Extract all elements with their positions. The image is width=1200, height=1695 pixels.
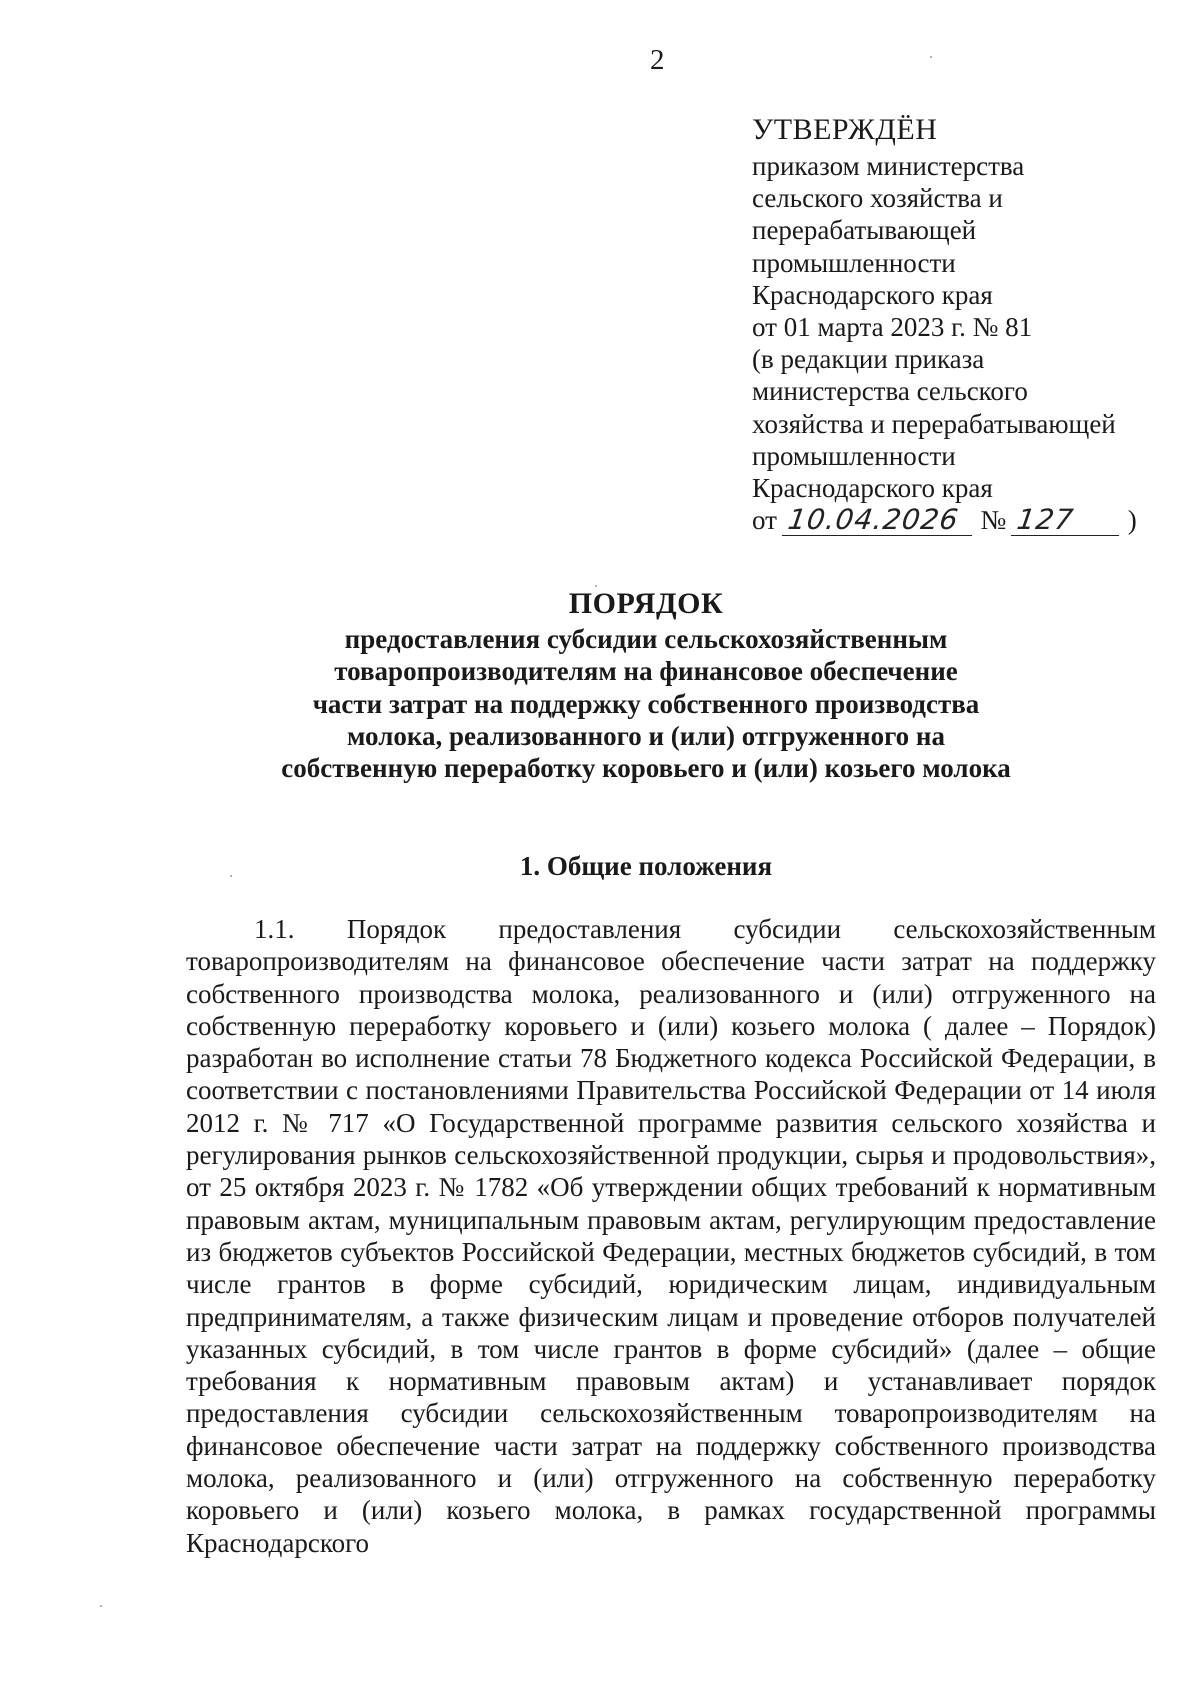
signature-prefix: от <box>752 505 777 536</box>
document-subtitle-line: собственную переработку коровьего и (или) козьего молока <box>281 753 1011 784</box>
closing-parenthesis: ) <box>1127 505 1137 536</box>
approval-line: перерабатывающей <box>752 215 977 246</box>
number-sign: № <box>980 505 1007 536</box>
approval-line: сельского хозяйства и <box>752 183 1003 214</box>
approval-line: Краснодарского края <box>752 473 993 504</box>
document-title-block <box>0 585 1200 784</box>
scan-speck <box>930 56 932 58</box>
scan-speck <box>595 585 597 587</box>
approval-line: от 01 марта 2023 г. № 81 <box>752 312 1033 343</box>
approval-line: промышленности <box>752 440 956 471</box>
scan-speck <box>230 875 232 877</box>
handwritten-number: 127 <box>1011 506 1123 536</box>
document-subtitle-line: предоставления субсидии сельскохозяйственным <box>344 624 948 654</box>
approval-line: промышленности <box>752 247 956 278</box>
page-number: 2 <box>650 44 665 76</box>
document-subtitle-line: части затрат на поддержку собственного производства <box>312 688 980 719</box>
paragraph-1-1: 1.1. Порядок предоставления субсидии сельскохозяйственным товаропроизводителям на финансовое обеспечение части затрат на поддержку собственного производства молока, реализованного и (или) отгруженного на собственную переработку коровьего и (или) козьего молока ( далее – Порядок) разработан во исполнение статьи 78 Бюджетного кодекса Российской Федерации, в соответствии с постановлениями Правительства Российской Федерации от 14 июля 2012 г. № 717 «О Государственной программе развития сельского хозяйства и регулирования рынков сельскохозяйственной продукции, сырья и продовольствия», от 25 октября 2023 г. № 1782 «Об утверждении общих требований к нормативным правовым актам, муниципальным правовым актам, регулирующим предоставление из бюджетов субъектов Российской Федерации, местных бюджетов субсидий, в том числе грантов в форме субсидий, юридическим лицам, индивидуальным предпринимателям, а также физическим лицам и проведение отборов получателей указанных субсидий, в том числе грантов в форме субсидий» (далее – общие требования к нормативным правовым актам) и устанавливает порядок предоставления субсидии сельскохозяйственным товаропроизводителям на финансовое обеспечение части затрат на поддержку собственного производства молока, реализованного и (или) отгруженного на собственную переработку коровьего и (или) козьего молока, в рамках государственной программы Краснодарского <box>186 914 1156 1558</box>
document-subtitle-line: товаропроизводителям на финансовое обеспечение <box>334 656 958 687</box>
approval-line: (в редакции приказа <box>752 344 985 375</box>
approval-stamp-block <box>752 112 1172 536</box>
approval-signature-line <box>752 504 1172 536</box>
scan-speck <box>100 1605 102 1607</box>
approval-heading: УТВЕРЖДЁН <box>752 113 938 146</box>
document-subtitle-line: молока, реализованного и (или) отгруженного на <box>347 720 945 751</box>
approval-line: приказом министерства <box>752 151 1025 181</box>
handwritten-date: 10.04.2026 <box>782 506 976 536</box>
approval-line: Краснодарского края <box>752 279 993 310</box>
document-title: ПОРЯДОК <box>568 587 724 620</box>
approval-line: хозяйства и перерабатывающей <box>752 408 1116 439</box>
section-heading: 1. Общие положения <box>519 851 773 881</box>
approval-line: министерства сельского <box>752 376 1028 407</box>
